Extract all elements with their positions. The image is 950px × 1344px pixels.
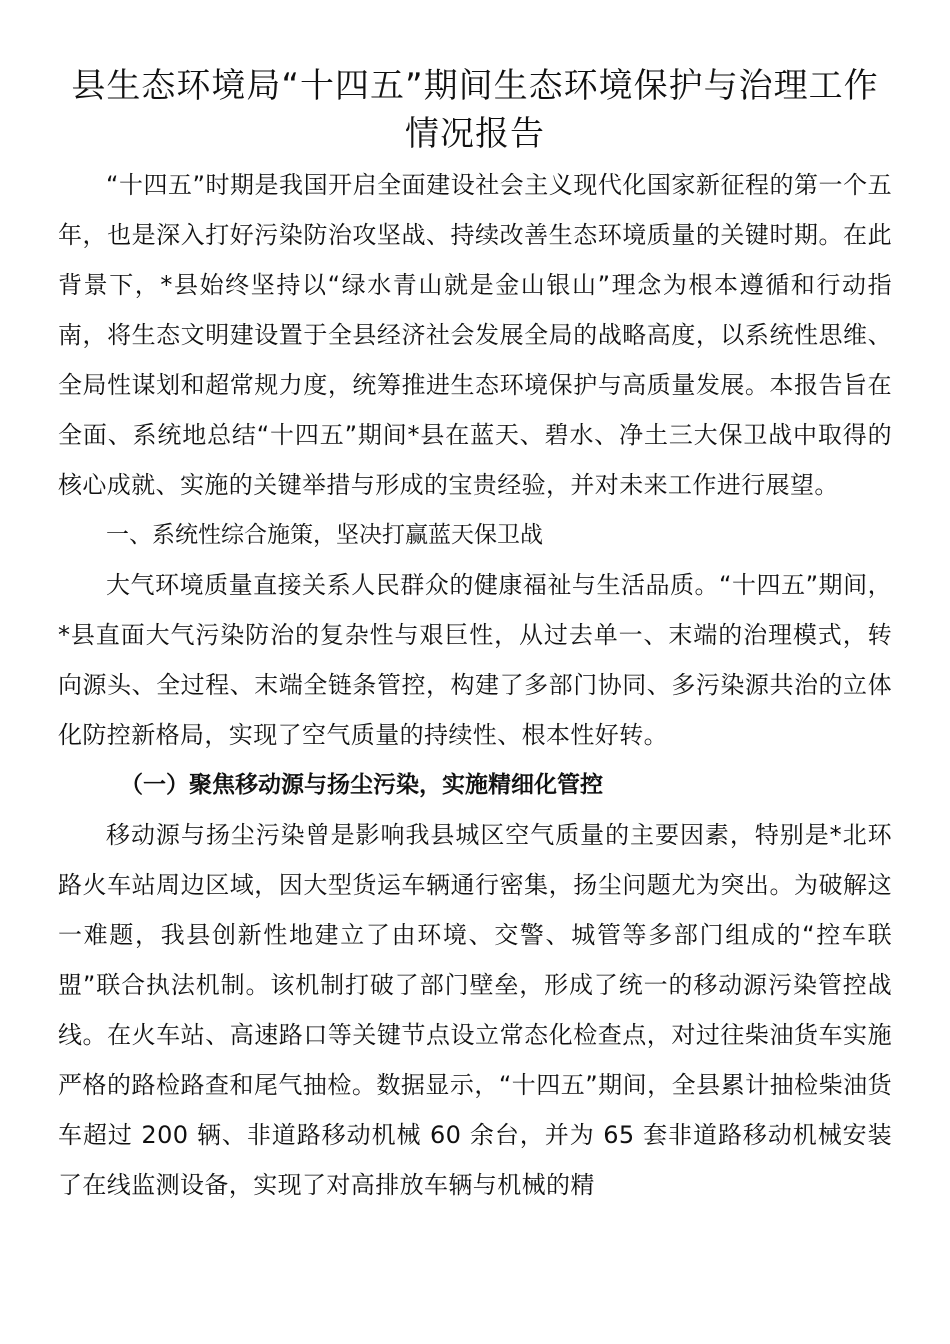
section-paragraph: 大气环境质量直接关系人民群众的健康福祉与生活品质。“十四五”期间，*县直面大气污染防治的复杂性与艰巨性，从过去单一、末端的治理模式，转向源头、全过程、末端全链条管控，构建了多部门协同、多污染源共治的立体化防控新格局，实现了空气质量的持续性、根本性好转。 xyxy=(58,571,892,749)
subsection-paragraph: 移动源与扬尘污染曾是影响我县城区空气质量的主要因素，特别是*北环路火车站周边区域，因大型货运车辆通行密集，扬尘问题尤为突出。为破解这一难题，我县创新性地建立了由环境、交警、城管等多部门组成的“控车联盟”联合执法机制。该机制打破了部门壁垒，形成了统一的移动源污染管控战线。在火车站、高速路口等关键节点设立常态化检查点，对过往柴油货车实施严格的路检路查和尾气抽检。数据显示，“十四五”期间，全县累计抽检柴油货车超过 200 辆、非道路移动机械 60 余台，并为 65 套非道路移动机械安装了在线监测设备，实现了对高排放车辆与机械的精 xyxy=(58,821,892,1199)
document-page xyxy=(58,62,892,1210)
section-heading: 一、系统性综合施策，坚决打赢蓝天保卫战 xyxy=(106,522,543,548)
intro-paragraph: “十四五”时期是我国开启全面建设社会主义现代化国家新征程的第一个五年，也是深入打好污染防治攻坚战、持续改善生态环境质量的关键时期。在此背景下，*县始终坚持以“绿水青山就是金山银山”理念为根本遵循和行动指南，将生态文明建设置于全县经济社会发展全局的战略高度，以系统性思维、全局性谋划和超常规力度，统筹推进生态环境保护与高质量发展。本报告旨在全面、系统地总结“十四五”期间*县在蓝天、碧水、净土三大保卫战中取得的核心成就、实施的关键举措与形成的宝贵经验，并对未来工作进行展望。 xyxy=(58,171,892,499)
document-title: 县生态环境局“十四五”期间生态环境保护与治理工作情况报告 xyxy=(71,66,879,154)
subsection-heading: （一）聚焦移动源与扬尘污染，实施精细化管控 xyxy=(120,772,603,798)
